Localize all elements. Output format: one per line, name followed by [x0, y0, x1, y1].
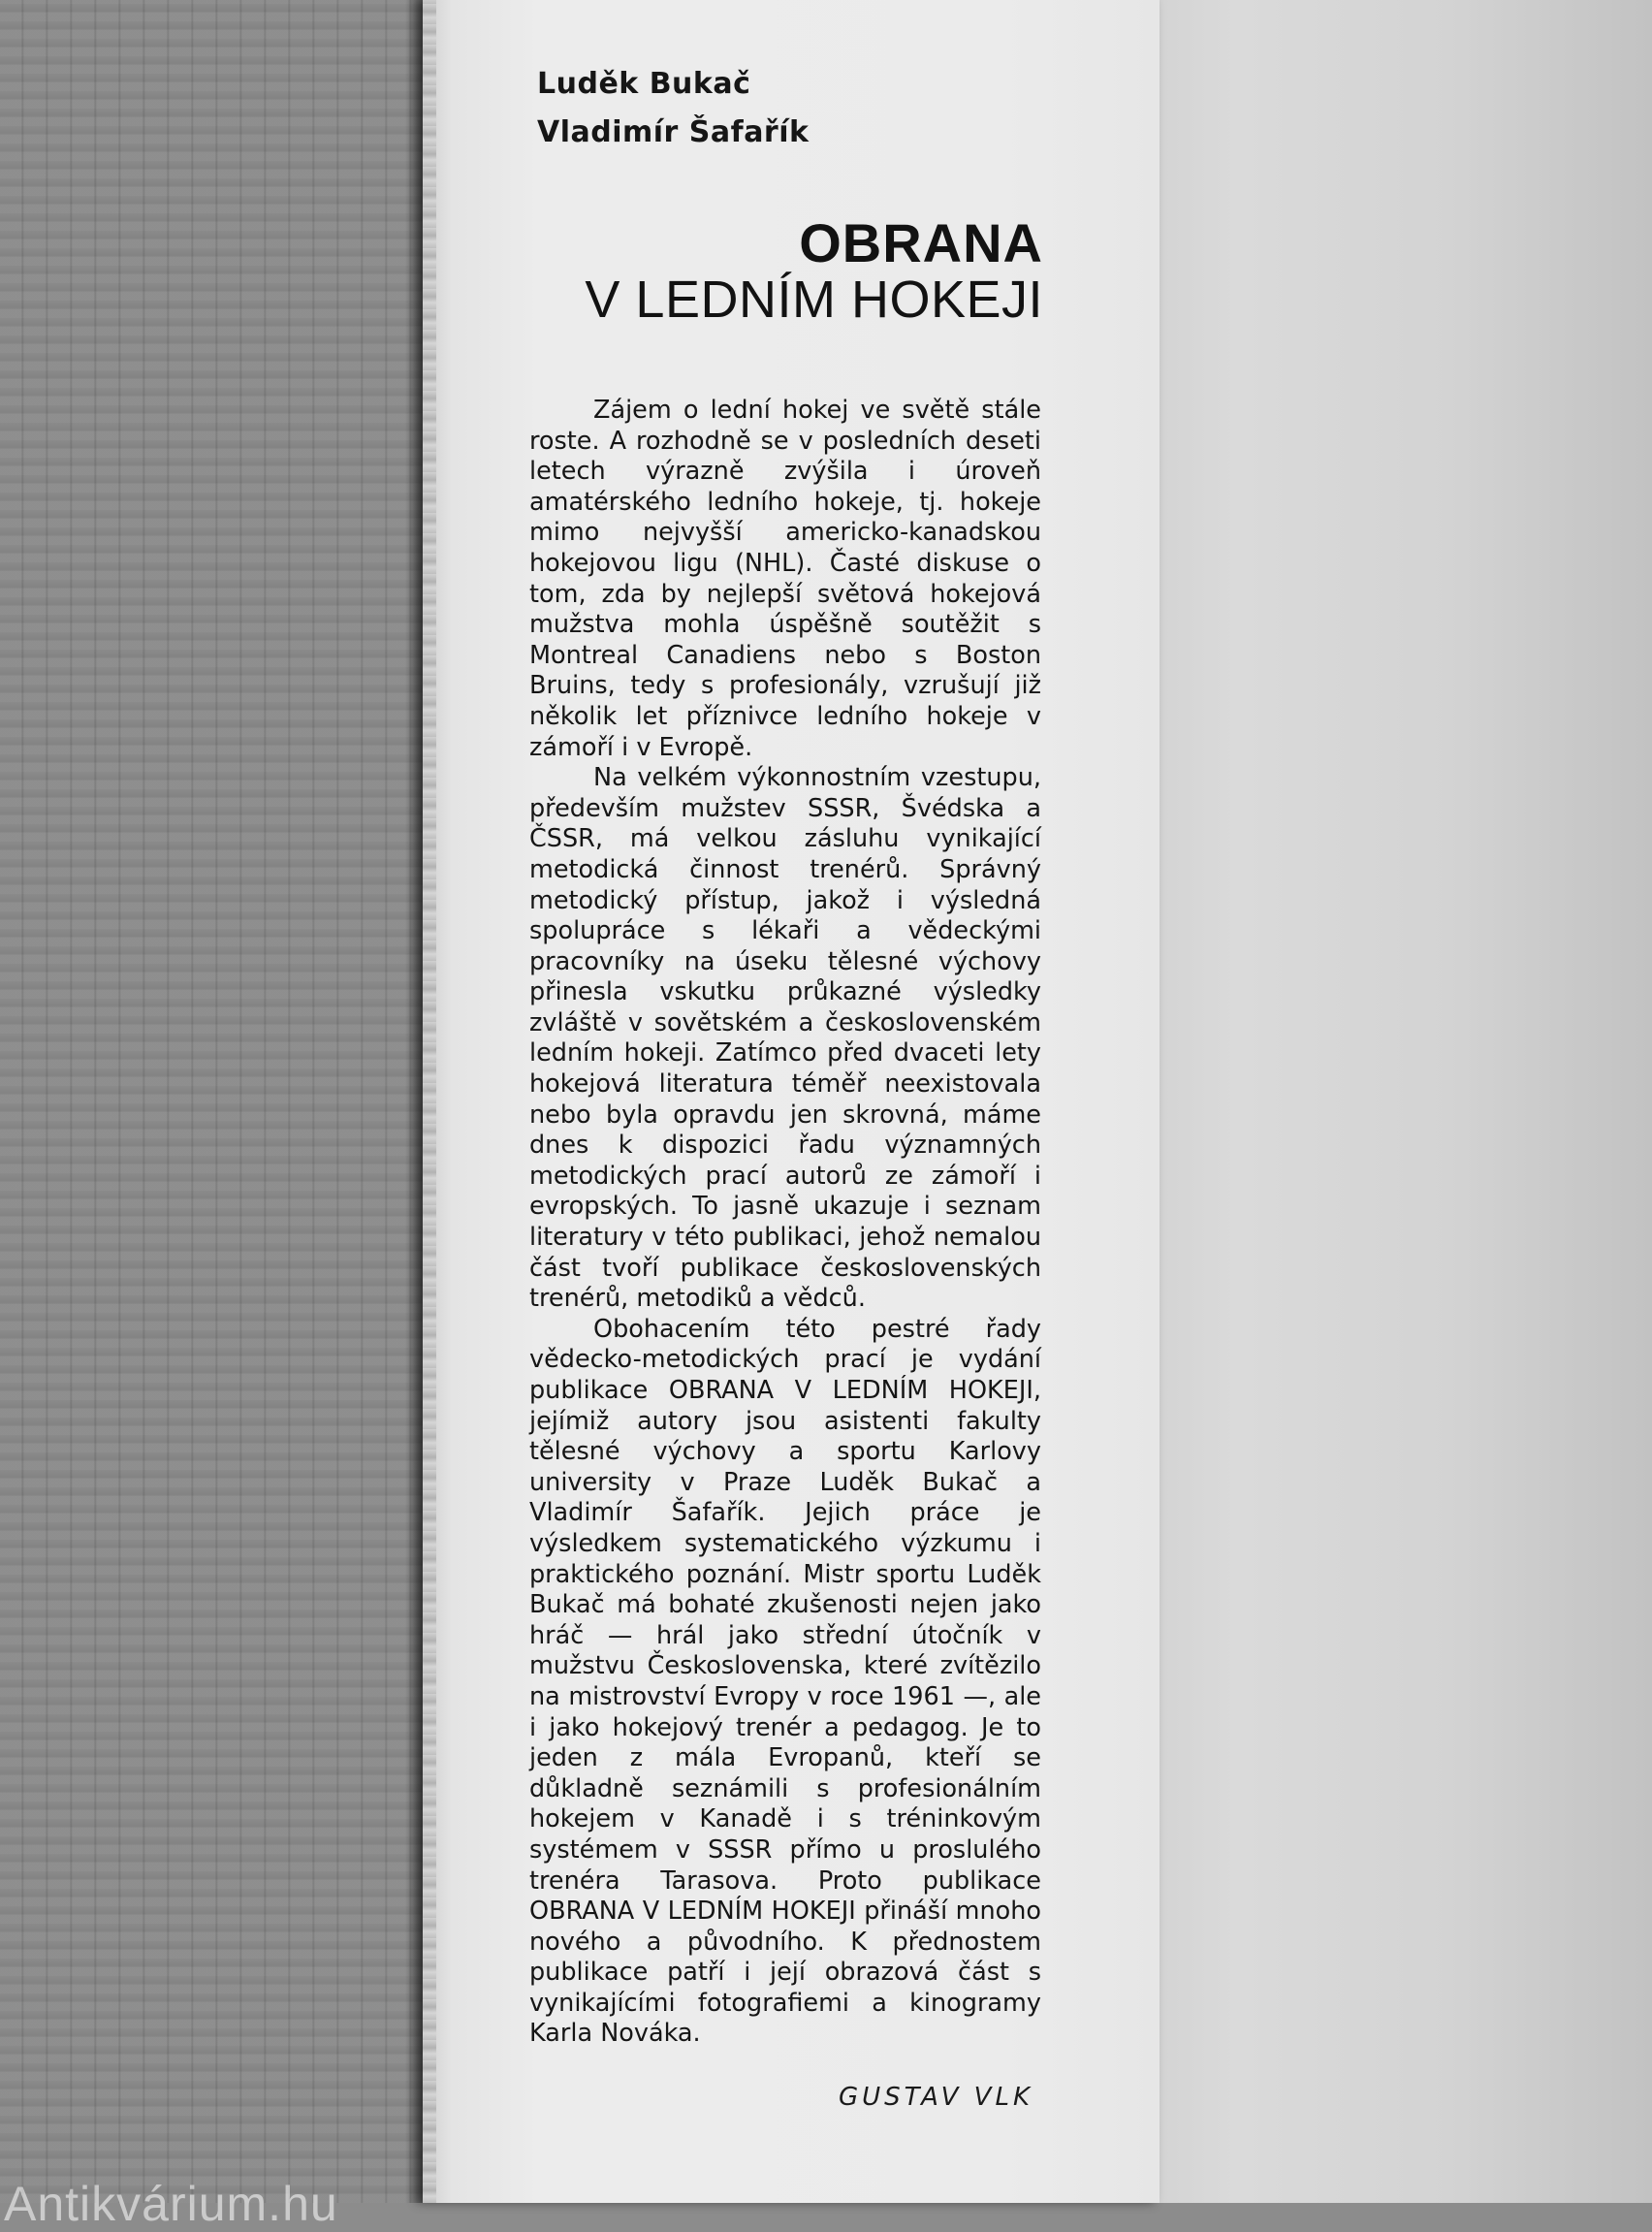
- authors-block: [537, 60, 809, 157]
- paragraph: Zájem o lední hokej ve světě stále roste. A rozhodně se v posledních deseti letech výrazně zvýšila i úroveň amatérského ledního hokeje, tj. hokeje mimo nejvyšší americko-kanadskou hokejovou ligu (NHL). Časté diskuse o tom, zda by nejlepší světová hokejová mužstva mohla úspěšně soutěžit s Montreal Canadiens nebo s Boston Bruins, tedy s profesionály, vzrušují již několik let příznivce ledního hokeje v zámoří i v Evropě.: [529, 396, 1041, 762]
- title-line-2: V LEDNÍM HOKEJI: [585, 271, 1043, 329]
- author-name: Luděk Bukač: [537, 67, 751, 101]
- title-line-1: OBRANA: [799, 212, 1043, 273]
- signature: GUSTAV VLK: [838, 2083, 1033, 2112]
- back-page: [1160, 0, 1652, 2203]
- book-title: [524, 212, 1043, 329]
- watermark: Antikvárium.hu: [4, 2177, 338, 2231]
- flap-text: [529, 396, 1041, 2050]
- wood-background: [0, 0, 427, 2203]
- paragraph: Na velkém výkonnostním vzestupu, především mužstev SSSR, Švédska a ČSSR, má velkou zásluhu vynikající metodická činnost trenérů. Správný metodický přístup, jakož i výsledná spolupráce s lékaři a vědeckými pracovníky na úseku tělesné výchovy přinesla vskutku průkazné výsledky zvláště v sovětském a československém ledním hokeji. Zatímco před dvaceti lety hokejová literatura téměř neexistovala nebo byla opravdu jen skrovná, máme dnes k dispozici řadu významných metodických prací autorů ze zámoří i evropských. To jasně ukazuje i seznam literatury v této publikaci, jehož nemalou část tvoří publikace československých trenérů, metodiků a vědců.: [529, 763, 1041, 1314]
- paragraph: Obohacením této pestré řady vědecko-metodických prací je vydání publikace OBRANA V LEDNÍM HOKEJI, jejímiž autory jsou asistenti fakulty tělesné výchovy a sportu Karlovy university v Praze Luděk Bukač a Vladimír Šafařík. Jejich práce je výsledkem systematického výzkumu i praktického poznání. Mistr sportu Luděk Bukač má bohaté zkušenosti nejen jako hráč — hrál jako střední útočník v mužstvu Československa, které zvítězilo na mistrovství Evropy v roce 1961 —, ale i jako hokejový trenér a pedagog. Je to jeden z mála Evropanů, kteří se důkladně seznámili s profesionálním hokejem v Kanadě i s tréninkovým systémem v SSSR přímo u proslulého trenéra Tarasova. Proto publikace OBRANA V LEDNÍM HOKEJI přináší mnoho nového a původního. K přednostem publikace patří i její obrazová část s vynikajícími fotografiemi a kinogramy Karla Nováka.: [529, 1314, 1041, 2049]
- author-name: Vladimír Šafařík: [537, 115, 810, 149]
